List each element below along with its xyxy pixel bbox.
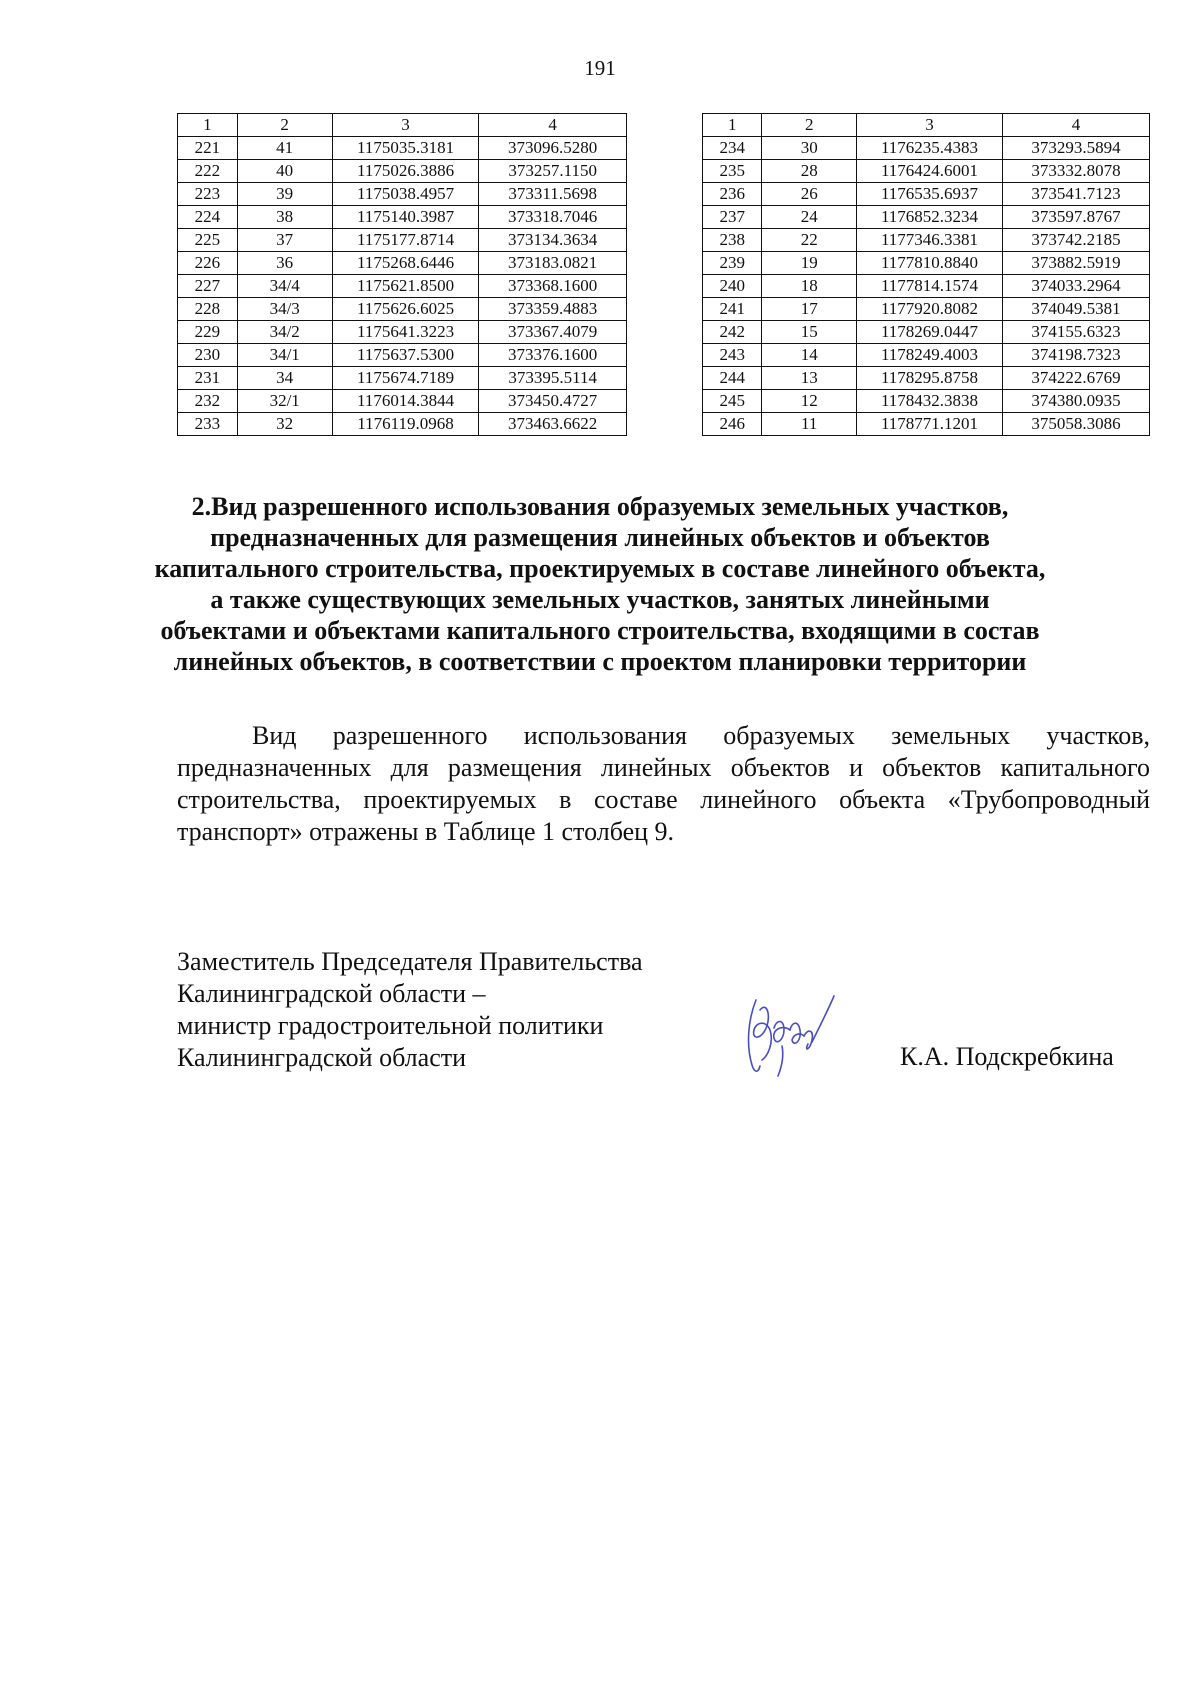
table-cell: 373742.2185	[1002, 229, 1149, 252]
table-row	[703, 275, 1150, 298]
table-cell: 18	[762, 275, 857, 298]
table-cell: 1176424.6001	[857, 160, 1003, 183]
table-cell: 1175621.8500	[332, 275, 479, 298]
body-paragraph-line: транспорт» отражены в Таблице 1 столбец 9.	[177, 817, 675, 846]
table-cell: 224	[178, 206, 238, 229]
table-cell: 373463.6622	[479, 413, 627, 436]
table-cell: 32	[237, 413, 332, 436]
table-cell: 239	[703, 252, 762, 275]
table-cell: 39	[237, 183, 332, 206]
table-row	[703, 160, 1150, 183]
table-cell: 232	[178, 390, 238, 413]
body-paragraph-line: Вид разрешенного использования образуемых земельных участков,	[252, 721, 1150, 750]
table-cell: 373096.5280	[479, 137, 627, 160]
table-header-row	[703, 114, 1150, 137]
table-cell: 40	[237, 160, 332, 183]
table-cell: 225	[178, 229, 238, 252]
table-cell: 19	[762, 252, 857, 275]
table-cell: 373541.7123	[1002, 183, 1149, 206]
table-cell: 374198.7323	[1002, 344, 1149, 367]
table-row	[178, 344, 627, 367]
table-cell: 374155.6323	[1002, 321, 1149, 344]
section-heading-line: а также существующих земельных участков, занятых линейными	[210, 585, 990, 614]
table-cell: 1176535.6937	[857, 183, 1003, 206]
table-cell: 30	[762, 137, 857, 160]
signatory-position-line: Заместитель Председателя Правительства	[177, 947, 643, 976]
table-row	[178, 206, 627, 229]
table-cell: 245	[703, 390, 762, 413]
table-row	[703, 252, 1150, 275]
table-cell: 374033.2964	[1002, 275, 1149, 298]
table-cell: 34/4	[237, 275, 332, 298]
page-number: 191	[584, 56, 616, 80]
table-cell: 226	[178, 252, 238, 275]
table-cell: 233	[178, 413, 238, 436]
table-cell: 1177920.8082	[857, 298, 1003, 321]
table-cell: 373257.1150	[479, 160, 627, 183]
table-cell: 373183.0821	[479, 252, 627, 275]
table-cell: 1175035.3181	[332, 137, 479, 160]
table-row	[178, 390, 627, 413]
table-cell: 12	[762, 390, 857, 413]
table-row	[703, 390, 1150, 413]
table-cell: 1175038.4957	[332, 183, 479, 206]
body-paragraph	[177, 720, 1150, 848]
table-cell: 28	[762, 160, 857, 183]
table-cell: 34/2	[237, 321, 332, 344]
table-row	[178, 275, 627, 298]
signatory-position	[177, 946, 643, 1074]
table-cell: 228	[178, 298, 238, 321]
table-row	[703, 137, 1150, 160]
table-cell: 37	[237, 229, 332, 252]
table-row	[703, 229, 1150, 252]
table-row	[178, 367, 627, 390]
table-cell: 14	[762, 344, 857, 367]
table-cell: 36	[237, 252, 332, 275]
table-cell: 373367.4079	[479, 321, 627, 344]
table-header-cell: 1	[178, 114, 238, 137]
table-cell: 38	[237, 206, 332, 229]
table-row	[703, 413, 1150, 436]
table-cell: 34	[237, 367, 332, 390]
section-heading	[0, 491, 1200, 677]
table-row	[703, 183, 1150, 206]
table-cell: 1178295.8758	[857, 367, 1003, 390]
table-cell: 242	[703, 321, 762, 344]
table-cell: 13	[762, 367, 857, 390]
table-cell: 1178269.0447	[857, 321, 1003, 344]
table-row	[178, 321, 627, 344]
table-cell: 26	[762, 183, 857, 206]
coordinates-table-right-body	[703, 114, 1150, 436]
table-cell: 374222.6769	[1002, 367, 1149, 390]
body-paragraph-line: предназначенных для размещения линейных объектов и объектов капитального	[177, 753, 1150, 782]
table-cell: 1175674.7189	[332, 367, 479, 390]
body-paragraph-line: строительства, проектируемых в составе линейного объекта «Трубопроводный	[177, 785, 1150, 814]
table-cell: 221	[178, 137, 238, 160]
table-cell: 373332.8078	[1002, 160, 1149, 183]
table-header-cell: 4	[479, 114, 627, 137]
table-cell: 11	[762, 413, 857, 436]
handwritten-signature	[738, 990, 838, 1080]
table-cell: 231	[178, 367, 238, 390]
table-row	[178, 298, 627, 321]
table-cell: 1176852.3234	[857, 206, 1003, 229]
table-cell: 227	[178, 275, 238, 298]
table-cell: 373318.7046	[479, 206, 627, 229]
table-cell: 1175641.3223	[332, 321, 479, 344]
table-row	[703, 206, 1150, 229]
table-cell: 1177346.3381	[857, 229, 1003, 252]
table-cell: 17	[762, 298, 857, 321]
table-cell: 374380.0935	[1002, 390, 1149, 413]
table-cell: 241	[703, 298, 762, 321]
table-cell: 238	[703, 229, 762, 252]
table-cell: 236	[703, 183, 762, 206]
table-row	[178, 183, 627, 206]
table-cell: 373376.1600	[479, 344, 627, 367]
section-heading-line: предназначенных для размещения линейных объектов и объектов	[210, 523, 990, 552]
table-cell: 229	[178, 321, 238, 344]
table-header-cell: 3	[857, 114, 1003, 137]
table-cell: 373368.1600	[479, 275, 627, 298]
section-heading-line: капитального строительства, проектируемых в составе линейного объекта,	[154, 554, 1046, 583]
table-row	[178, 252, 627, 275]
table-cell: 373395.5114	[479, 367, 627, 390]
coordinates-table-right	[702, 113, 1150, 436]
table-row	[703, 367, 1150, 390]
table-cell: 1175626.6025	[332, 298, 479, 321]
table-cell: 373293.5894	[1002, 137, 1149, 160]
section-heading-line: 2.Вид разрешенного использования образуемых земельных участков,	[191, 492, 1009, 521]
table-header-cell: 2	[762, 114, 857, 137]
table-cell: 235	[703, 160, 762, 183]
table-cell: 1177810.8840	[857, 252, 1003, 275]
table-cell: 230	[178, 344, 238, 367]
table-header-row	[178, 114, 627, 137]
table-header-cell: 1	[703, 114, 762, 137]
table-cell: 1178249.4003	[857, 344, 1003, 367]
table-cell: 234	[703, 137, 762, 160]
table-cell: 1175140.3987	[332, 206, 479, 229]
table-row	[178, 137, 627, 160]
table-cell: 237	[703, 206, 762, 229]
table-cell: 41	[237, 137, 332, 160]
table-row	[178, 160, 627, 183]
table-row	[703, 344, 1150, 367]
table-cell: 373597.8767	[1002, 206, 1149, 229]
table-cell: 1175177.8714	[332, 229, 479, 252]
table-row	[703, 298, 1150, 321]
table-cell: 22	[762, 229, 857, 252]
table-row	[178, 413, 627, 436]
table-cell: 375058.3086	[1002, 413, 1149, 436]
table-cell: 24	[762, 206, 857, 229]
table-cell: 373311.5698	[479, 183, 627, 206]
table-row	[703, 321, 1150, 344]
table-cell: 373359.4883	[479, 298, 627, 321]
signatory-name: К.А. Подскребкина	[900, 1042, 1114, 1071]
section-heading-line: линейных объектов, в соответствии с проектом планировки территории	[173, 647, 1027, 676]
table-cell: 244	[703, 367, 762, 390]
table-cell: 32/1	[237, 390, 332, 413]
table-cell: 373450.4727	[479, 390, 627, 413]
signatory-position-line: Калининградской области –	[177, 979, 486, 1008]
signature-strokes	[749, 996, 834, 1076]
table-cell: 34/3	[237, 298, 332, 321]
table-cell: 34/1	[237, 344, 332, 367]
table-cell: 222	[178, 160, 238, 183]
table-header-cell: 2	[237, 114, 332, 137]
table-cell: 1178771.1201	[857, 413, 1003, 436]
signatory-position-line: Калининградской области	[177, 1043, 467, 1072]
table-cell: 374049.5381	[1002, 298, 1149, 321]
section-heading-line: объектами и объектами капитального строительства, входящими в состав	[160, 616, 1040, 645]
table-cell: 1176014.3844	[332, 390, 479, 413]
coordinates-table-left-body	[178, 114, 627, 436]
table-cell: 246	[703, 413, 762, 436]
table-header-cell: 3	[332, 114, 479, 137]
table-row	[178, 229, 627, 252]
signatory-position-line: министр градостроительной политики	[177, 1011, 604, 1040]
table-cell: 1176235.4383	[857, 137, 1003, 160]
coordinates-table-left	[177, 113, 627, 436]
table-cell: 243	[703, 344, 762, 367]
table-cell: 240	[703, 275, 762, 298]
table-cell: 373134.3634	[479, 229, 627, 252]
table-cell: 15	[762, 321, 857, 344]
table-cell: 1178432.3838	[857, 390, 1003, 413]
table-cell: 1175637.5300	[332, 344, 479, 367]
table-cell: 1177814.1574	[857, 275, 1003, 298]
table-cell: 1175268.6446	[332, 252, 479, 275]
table-header-cell: 4	[1002, 114, 1149, 137]
table-cell: 223	[178, 183, 238, 206]
table-cell: 373882.5919	[1002, 252, 1149, 275]
table-cell: 1175026.3886	[332, 160, 479, 183]
table-cell: 1176119.0968	[332, 413, 479, 436]
